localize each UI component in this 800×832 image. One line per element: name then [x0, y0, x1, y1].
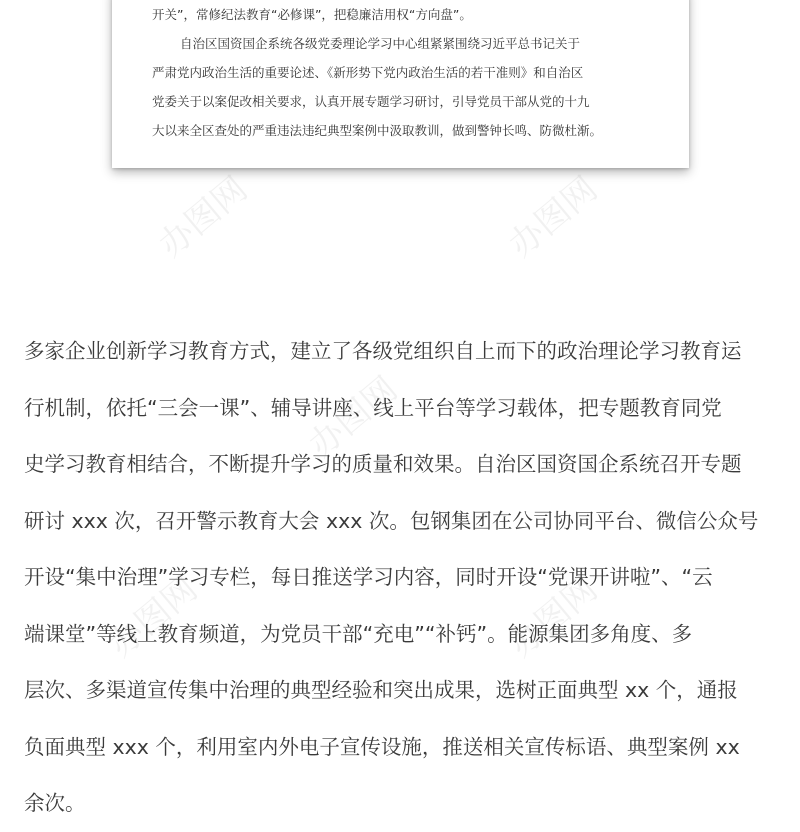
watermark: 办图网: [101, 569, 206, 666]
card-line: 党委关于以案促改相关要求，认真开展专题学习研讨，引导党员干部从党的十九: [152, 94, 590, 109]
body-line: 层次、多渠道宣传集中治理的典型经验和突出成果，选树正面典型 xx 个，通报: [24, 678, 738, 702]
body-line: 余次。: [24, 791, 86, 815]
watermark: 办图网: [151, 169, 256, 266]
card-line: 自治区国资国企系统各级党委理论学习中心组紧紧围绕习近平总书记关于: [180, 36, 581, 51]
watermark: 办图网: [501, 569, 606, 666]
card-line: 开关”，常修纪法教育“必修课”，把稳廉洁用权“方向盘”。: [152, 7, 472, 22]
body-line: 多家企业创新学习教育方式，建立了各级党组织自上而下的政治理论学习教育运: [24, 339, 742, 363]
body-line: 开设“集中治理”学习专栏，每日推送学习内容，同时开设“党课开讲啦”、“云: [24, 565, 713, 589]
body-line: 负面典型 xxx 个，利用室内外电子宣传设施，推送相关宣传标语、典型案例 xx: [24, 734, 740, 759]
card-line: 严肃党内政治生活的重要论述、《新形势下党内政治生活的若干准则》和自治区: [152, 65, 584, 80]
watermark: 办图网: [501, 169, 606, 266]
body-line: 研讨 xxx 次，召开警示教育大会 xxx 次。包钢集团在公司协同平台、微信公众号: [24, 508, 759, 533]
body-line: 行机制，依托“三会一课”、辅导讲座、线上平台等学习载体，把专题教育同党: [24, 395, 722, 420]
body-line: 端课堂”等线上教育频道，为党员干部“充电”“补钙”。能源集团多角度、多: [24, 621, 693, 646]
watermark: 办图网: [301, 369, 406, 466]
card-line: 大以来全区查处的严重违法违纪典型案例中汲取教训，做到警钟长鸣、防微杜渐。: [152, 123, 603, 138]
document-card: [112, 0, 689, 168]
body-paragraph: [24, 323, 780, 832]
body-line: 史学习教育相结合，不断提升学习的质量和效果。自治区国资国企系统召开专题: [24, 452, 742, 476]
